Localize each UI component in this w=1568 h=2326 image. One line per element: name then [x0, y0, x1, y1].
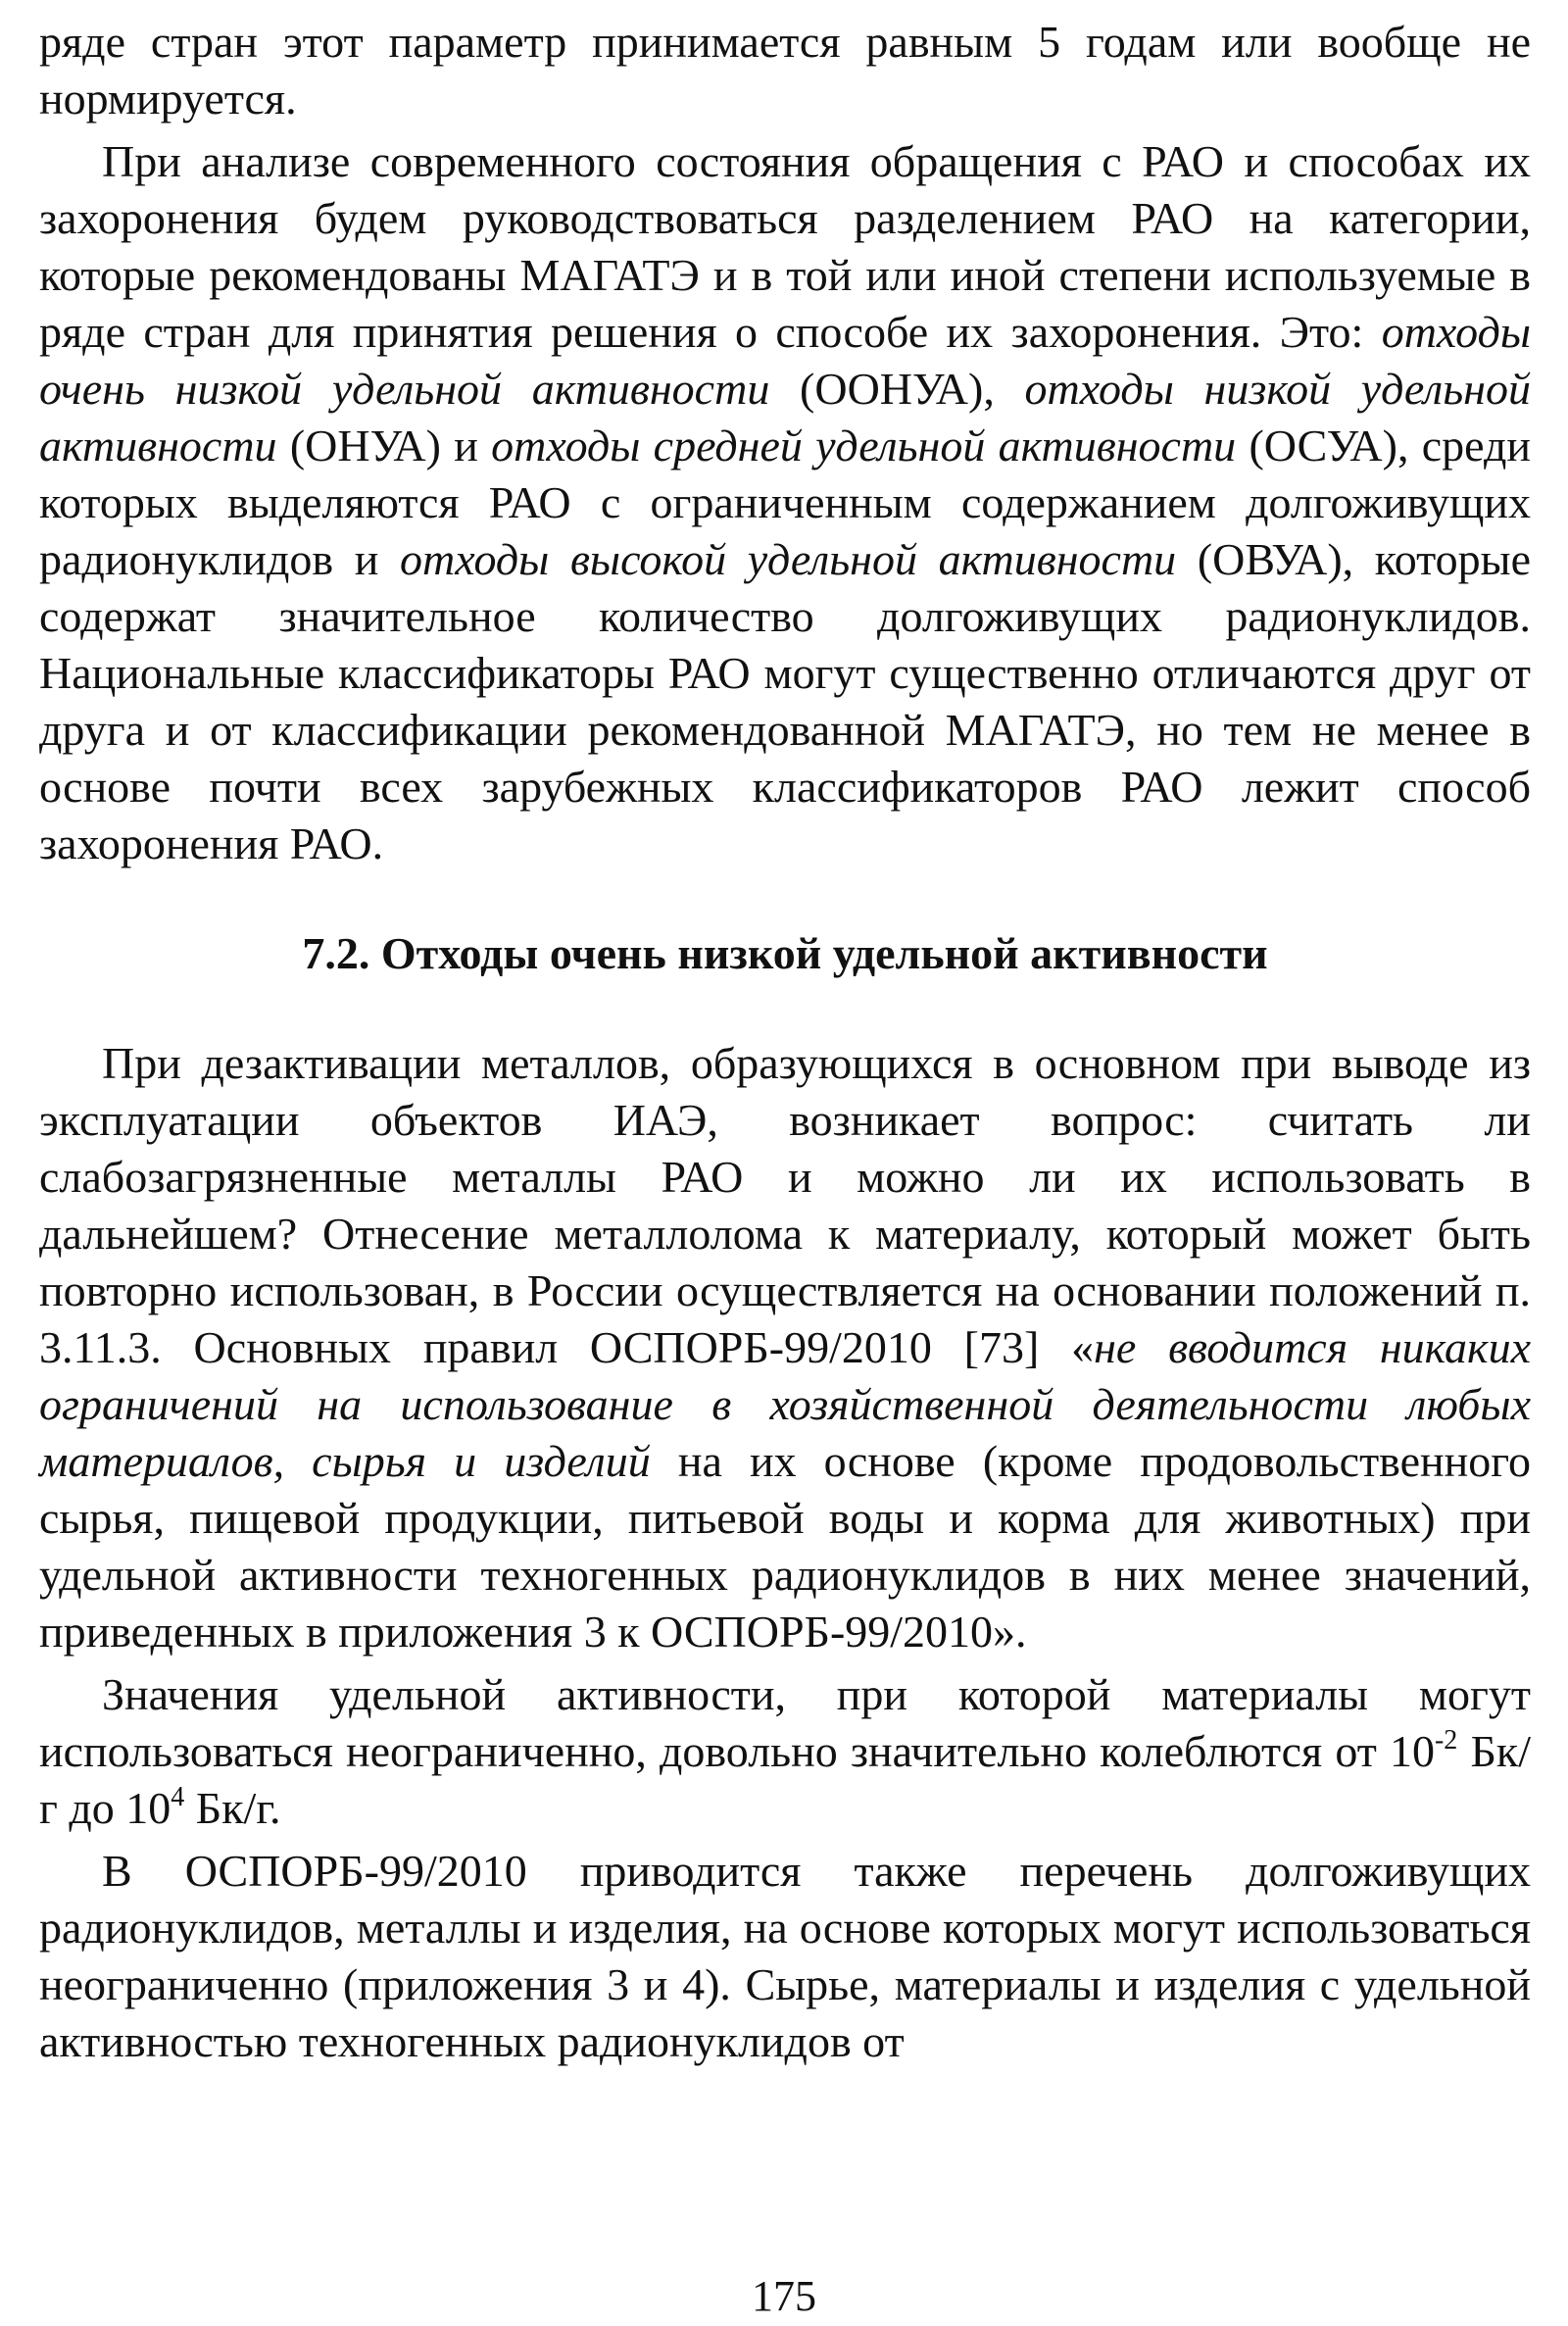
- italic-term: отходы очень низкой удельной активности: [39, 307, 1531, 414]
- paragraph-continuation: [39, 14, 1531, 127]
- paragraph-osporb-list: [39, 1843, 1531, 2070]
- italic-quote: не вводится никаких ограничений на использование в хозяйственной деятельности любых материалов, сырья и изделий: [39, 1322, 1531, 1486]
- text-run: Значения удельной активности, при которой материалы могут использоваться неограниченно, довольно значительно колеблются от 10: [39, 1669, 1531, 1776]
- text-run: (ОСУА), среди которых выделяются РАО с ограниченным содержанием долгоживущих радионуклидов и: [39, 421, 1531, 584]
- text-run: При дезактивации металлов, образующихся в основном при выводе из эксплуатации объектов ИАЭ, возникает вопрос: считать ли слабозагрязненные металлы РАО и можно ли их использовать в дальнейшем? Отнесение металлолома к материалу, который может быть повторно использован, в России осуществляется на основании положений п. 3.11.3. Основных правил ОСПОРБ-99/2010 [73] «: [39, 1038, 1531, 1372]
- italic-term: отходы средней удельной активности: [491, 421, 1237, 470]
- text-run: (ООНУА),: [769, 364, 1025, 414]
- text-run: (ОНУА) и: [276, 421, 492, 470]
- superscript-exponent: -2: [1434, 1725, 1458, 1756]
- text-run: Бк/г.: [184, 1783, 281, 1833]
- page-number: 175: [752, 2272, 816, 2320]
- italic-term: отходы низкой удельной активности: [39, 364, 1531, 470]
- text-run: на их основе (кроме продовольственного сырья, пищевой продукции, питьевой воды и корма для животных) при удельной активности техногенных радионуклидов в них менее значений, приведенных в приложения 3 к ОСПОРБ-99/2010».: [39, 1436, 1531, 1657]
- paragraph-categories: [39, 133, 1531, 872]
- section-heading: 7.2. Отходы очень низкой удельной активности: [302, 928, 1268, 978]
- paragraph-activity-values: [39, 1666, 1531, 1837]
- superscript-exponent: 4: [171, 1782, 185, 1812]
- text-run: При анализе современного состояния обращения с РАО и способах их захоронения будем руководствоваться разделением РАО на категории, которые рекомендованы МАГАТЭ и в той или иной степени используемые в ряде стран для принятия решения о способе их захоронения. Это:: [39, 136, 1531, 357]
- text-run: (ОВУА), которые содержат значительное количество долгоживущих радионуклидов. Национальные классификаторы РАО могут существенно отличаются друг от друга и от классификации рекомендованной МАГАТЭ, но тем не менее в основе почти всех зарубежных классификаторов РАО лежит способ захоронения РАО.: [39, 534, 1532, 868]
- paragraph-decontamination: [39, 1035, 1531, 1660]
- text-run: В ОСПОРБ-99/2010 приводится также перечень долгоживущих радионуклидов, металлы и изделия, на основе которых могут использоваться неограниченно (приложения 3 и 4). Сырье, материалы и изделия с удельной активностью техногенных радионуклидов от: [39, 1846, 1531, 2066]
- text-run: Бк/г до 10: [39, 1726, 1531, 1833]
- page-body: [39, 14, 1531, 2070]
- italic-term: отходы высокой удельной активности: [400, 534, 1177, 584]
- text-run: ряде стран этот параметр принимается равным 5 годам или вообще не нормируется.: [39, 17, 1531, 124]
